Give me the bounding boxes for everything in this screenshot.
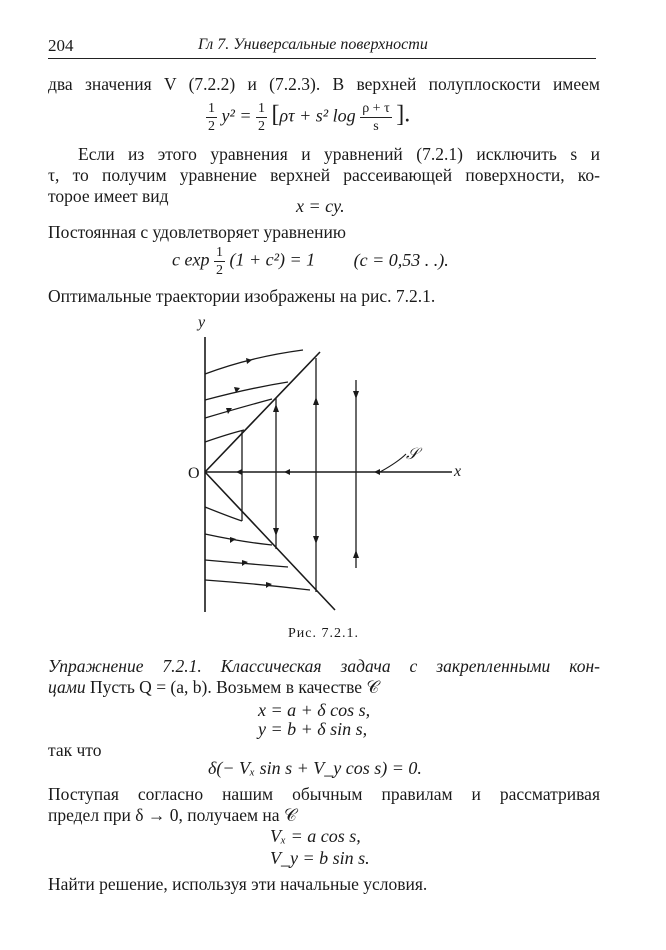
- equation-1: [206, 100, 410, 135]
- exercise-heading-end: цами: [48, 677, 86, 697]
- exercise-text: Пусть Q = (a, b). Возьмем в качестве 𝒞: [85, 677, 380, 697]
- equation-4: x = a + δ cos s,: [258, 700, 371, 720]
- figure-7-2-1: [180, 312, 470, 612]
- upper-trajectory: [205, 399, 272, 418]
- exercise-heading: Упражнение 7.2.1. Классическая задача с закрепленными кон-: [48, 656, 600, 676]
- trajectory-arrow: [242, 560, 248, 566]
- upper-dispersal-line: [205, 352, 320, 472]
- eq1-log-numerator: ρ + τ: [362, 101, 390, 116]
- eq1-bracket-open: [: [271, 101, 280, 128]
- equation-8: V_y = b sin s.: [270, 848, 370, 868]
- lower-trajectory: [205, 580, 310, 590]
- exercise-line-1: [48, 656, 600, 677]
- figure-caption: Рис. 7.2.1.: [288, 626, 359, 641]
- surface-leader: [380, 454, 406, 472]
- vertical-arrow: [273, 528, 279, 536]
- text-line-6: Оптимальные траектории изображены на рис. 7.2.1.: [48, 286, 436, 306]
- x-axis-arrow: [284, 469, 290, 475]
- upper-trajectory: [205, 430, 244, 442]
- lower-trajectory: [205, 507, 242, 521]
- eq1-log-denominator: s: [373, 119, 379, 134]
- origin-label: O: [188, 465, 200, 482]
- text-line-7: Поступая согласно нашим обычным правилам и рассматривая: [48, 784, 600, 804]
- eq3-fraction: [214, 244, 225, 279]
- trajectory-arrow: [266, 582, 272, 588]
- eq3-prefix: c exp: [172, 249, 210, 270]
- text-so-that: так что: [48, 740, 102, 760]
- vertical-arrow: [313, 397, 319, 405]
- eq1-bracket-close: ].: [396, 101, 411, 128]
- vertical-arrow: [313, 536, 319, 544]
- vertical-arrow: [273, 404, 279, 412]
- equation-2: x = cy.: [296, 196, 345, 216]
- x-axis-label: x: [454, 463, 462, 480]
- eq3-postfix: (1 + c²) = 1: [229, 249, 316, 270]
- eq1-lhs-denominator: 2: [208, 119, 215, 134]
- x-axis-arrow: [236, 469, 242, 475]
- trajectory-arrow: [246, 358, 252, 364]
- upper-trajectory: [205, 350, 303, 374]
- text-line-1: два значения V (7.2.2) и (7.2.3). В верхней полуплоскости имеем: [48, 74, 600, 94]
- eq1-rhs-body: ρτ + s² log: [279, 105, 356, 126]
- text-line-8: предел при δ → 0, получаем на 𝒞: [48, 805, 297, 825]
- surface-label: 𝒮: [406, 446, 419, 463]
- vertical-arrow: [353, 550, 359, 558]
- equation-7: Vₓ = a cos s,: [270, 826, 361, 846]
- eq1-log-fraction: [360, 100, 392, 135]
- y-axis-label: y: [198, 314, 206, 331]
- eq1-rhs-fraction: [256, 100, 267, 135]
- lower-trajectory: [205, 534, 272, 545]
- lower-trajectory: [205, 560, 288, 567]
- eq3-numerator: 1: [215, 245, 223, 260]
- eq1-rhs-numerator: 1: [258, 101, 266, 116]
- exercise-line-2: [48, 677, 600, 698]
- x-axis-arrow: [374, 469, 380, 475]
- eq1-rhs-denominator: 2: [258, 119, 266, 134]
- equation-5: y = b + δ sin s,: [258, 719, 368, 739]
- text-line-4: торое имеет вид: [48, 186, 169, 206]
- page-number: 204: [48, 36, 74, 55]
- eq1-lhs-variable: y² =: [221, 105, 252, 126]
- running-title: Гл 7. Универсальные поверхности: [198, 36, 428, 53]
- eq1-lhs-fraction: [206, 100, 217, 135]
- eq3-note: (c = 0,53 . .).: [353, 249, 449, 270]
- text-line-2: Если из этого уравнения и уравнений (7.2.1) исключить s и: [78, 144, 600, 164]
- text-line-3: τ, то получим уравнение верхней рассеивающей поверхности, ко-: [48, 165, 600, 185]
- eq3-denominator: 2: [215, 263, 223, 278]
- equation-6: δ(− Vₓ sin s + V_y cos s) = 0.: [208, 758, 422, 778]
- text-line-5: Постоянная c удовлетворяет уравнению: [48, 222, 346, 242]
- eq1-lhs-numerator: 1: [208, 101, 215, 116]
- text-line-9: Найти решение, используя эти начальные условия.: [48, 874, 428, 894]
- page-header: [48, 34, 596, 59]
- equation-3: [172, 244, 449, 279]
- vertical-arrow: [353, 391, 359, 399]
